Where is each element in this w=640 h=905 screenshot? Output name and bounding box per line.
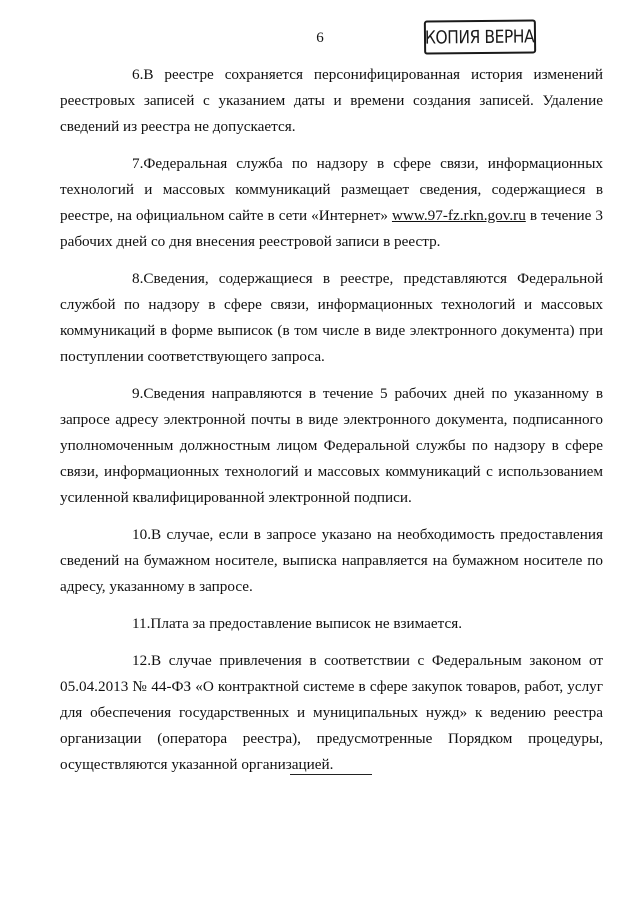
paragraph-number: 8.	[132, 270, 144, 287]
paragraph-7	[60, 151, 603, 255]
paragraph-text: В случае, если в запросе указано на необходимость предоставления сведений на бумажном носителе, выписка направляется на бумажном носителе по адресу, указанному в запросе.	[60, 526, 603, 595]
document-body	[60, 62, 603, 789]
end-of-text-divider	[290, 774, 372, 775]
paragraph-10	[60, 522, 603, 600]
paragraph-6	[60, 62, 603, 140]
paragraph-9	[60, 381, 603, 511]
paragraph-number: 12.	[132, 652, 151, 669]
paragraph-11	[60, 611, 603, 637]
paragraph-text: В случае привлечения в соответствии с Федеральным законом от 05.04.2013 № 44-ФЗ «О контрактной системе в сфере закупок товаров, работ, услуг для обеспечения государственных и муниципальных нужд» к ведению реестра организации (оператора реестра), предусмотренные Порядком процедуры, осуществляются указанной организацией.	[60, 652, 603, 773]
paragraph-number: 9.	[132, 385, 144, 402]
paragraph-text: Федеральная служба по надзору в сфере связи, информационных технологий и массовых коммуникаций размещает сведения, содержащиеся в реестре, на официальном сайте в сети «Интернет»	[60, 155, 603, 224]
paragraph-12	[60, 648, 603, 778]
paragraph-text-continued: в течение 3 рабочих дней со дня внесения реестровой записи в реестр.	[60, 207, 604, 250]
paragraph-number: 11.	[132, 615, 151, 632]
paragraph-text: Плата за предоставление выписок не взимается.	[150, 615, 463, 632]
paragraph-text: Сведения направляются в течение 5 рабочих дней по указанному в запросе адресу электронной почты в виде электронного документа, подписанного уполномоченным должностным лицом Федеральной службы по надзору в сфере связи, информационных технологий и массовых коммуникаций с использованием усиленной квалифицированной электронной подписи.	[60, 385, 603, 506]
paragraph-number: 10.	[132, 526, 151, 543]
paragraph-number: 6.	[132, 66, 144, 83]
website-link[interactable]: www.97-fz.rkn.gov.ru	[391, 207, 526, 224]
stamp-text: КОПИЯ ВЕРНА	[425, 25, 535, 49]
paragraph-number: 7.	[132, 155, 144, 172]
paragraph-8	[60, 266, 603, 370]
paragraph-text: Сведения, содержащиеся в реестре, представляются Федеральной службой по надзору в сфере связи, информационных технологий и массовых коммуникаций в форме выписок (в том числе в виде электронного документа) при поступлении соответствующего запроса.	[60, 270, 603, 365]
paragraph-text: В реестре сохраняется персонифицированная история изменений реестровых записей с указанием даты и времени создания записей. Удаление сведений из реестра не допускается.	[60, 66, 603, 135]
page-number: 6	[316, 30, 324, 46]
copy-certified-stamp	[424, 19, 536, 54]
